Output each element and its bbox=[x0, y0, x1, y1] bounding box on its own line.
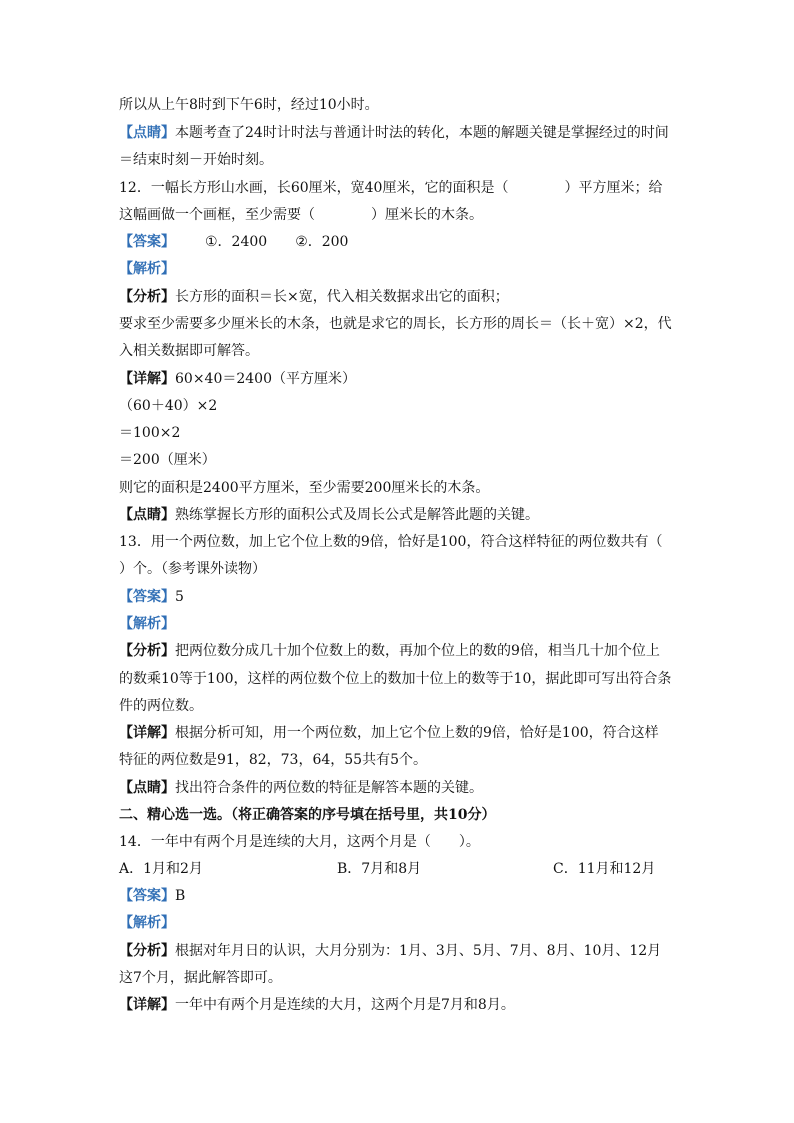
q12-analysis-line3 bbox=[119, 341, 259, 361]
q12-question-line1 bbox=[119, 178, 662, 198]
q14-jiexi bbox=[119, 913, 175, 933]
answer-value: B bbox=[175, 888, 186, 904]
question-text: ）平方厘米；给 bbox=[564, 180, 663, 196]
tip-text: 本题考查了24时计时法与普通计时法的转化，本题的解题关键是掌握经过的时间 bbox=[175, 125, 669, 141]
q14-detail-line1 bbox=[119, 995, 515, 1015]
q13-answer bbox=[119, 587, 184, 607]
jiexi-tag: 【解析】 bbox=[119, 915, 175, 931]
analysis-text: 长方形的面积＝长×宽，代入相关数据求出它的面积； bbox=[175, 289, 509, 305]
detail-text: ＝100×2 bbox=[119, 425, 181, 441]
answer-value: 5 bbox=[175, 589, 184, 605]
analysis-text: 把两位数分成几十加个位数上的数，再加个位上的数的9倍，相当几十加个位上 bbox=[175, 643, 660, 659]
q14-answer bbox=[119, 886, 185, 906]
q13-tip bbox=[119, 778, 483, 798]
q13-question-line2 bbox=[119, 559, 266, 579]
tip-tag: 【点睛】 bbox=[119, 780, 175, 796]
q13-analysis-line2 bbox=[119, 669, 671, 689]
answer-value: ①．2400 bbox=[205, 234, 268, 250]
analysis-text: 要求至少需要多少厘米长的木条，也就是求它的周长，长方形的周长＝（长＋宽）×2，代 bbox=[119, 316, 672, 332]
q12-answer bbox=[119, 232, 348, 252]
analysis-text: 入相关数据即可解答。 bbox=[119, 343, 259, 359]
detail-tag: 【详解】 bbox=[119, 371, 175, 387]
q12-question-line2 bbox=[119, 205, 483, 225]
analysis-text: 这7个月，据此解答即可。 bbox=[119, 970, 282, 986]
option-text: A．1月和2月 bbox=[119, 861, 203, 877]
q14-option-c bbox=[553, 859, 655, 879]
q12-analysis-line2 bbox=[119, 314, 672, 334]
q12-detail-line2 bbox=[119, 396, 217, 416]
q11-conclusion bbox=[119, 95, 379, 115]
q14-option-a bbox=[119, 859, 203, 879]
section-heading-text: 二、精心选一选。（将正确答案的序号填在括号里，共10分） bbox=[119, 807, 496, 823]
q11-conclusion-text: 所以从上午8时到下午6时，经过10小时。 bbox=[119, 97, 379, 113]
tip-text: 熟练掌握长方形的面积公式及周长公式是解答此题的关键。 bbox=[175, 507, 539, 523]
q12-detail-line5 bbox=[119, 478, 489, 498]
tip-tag: 【点睛】 bbox=[119, 125, 175, 141]
q12-detail-line4 bbox=[119, 450, 216, 470]
analysis-tag: 【分析】 bbox=[119, 289, 175, 305]
jiexi-tag: 【解析】 bbox=[119, 261, 175, 277]
detail-tag: 【详解】 bbox=[119, 997, 175, 1013]
question-text: 13．用一个两位数，加上它个位上数的9倍，恰好是100，符合这样特征的两位数共有（ bbox=[119, 534, 663, 550]
analysis-tag: 【分析】 bbox=[119, 643, 175, 659]
analysis-text: 的数乘10等于100，这样的两位数个位上的数加十位上的数等于10，据此即可写出符合条 bbox=[119, 671, 672, 687]
jiexi-tag: 【解析】 bbox=[119, 616, 175, 632]
q12-analysis-line1 bbox=[119, 287, 509, 307]
q12-tip bbox=[119, 505, 539, 525]
q12-detail-line1 bbox=[119, 369, 356, 389]
question-text: ）厘米长的木条。 bbox=[371, 207, 483, 223]
tip-text: 找出符合条件的两位数的特征是解答本题的关键。 bbox=[175, 780, 483, 796]
q13-detail-line2 bbox=[119, 750, 427, 770]
q13-jiexi bbox=[119, 614, 175, 634]
answer-tag: 【答案】 bbox=[119, 234, 175, 250]
answer-tag: 【答案】 bbox=[119, 888, 175, 904]
question-text: 12．一幅长方形山水画，长60厘米，宽40厘米，它的面积是（ bbox=[119, 180, 509, 196]
question-text: ）个。（参考课外读物） bbox=[119, 561, 266, 577]
detail-text: 60×40＝2400（平方厘米） bbox=[175, 371, 356, 387]
analysis-tag: 【分析】 bbox=[119, 943, 175, 959]
detail-text: 根据分析可知，用一个两位数，加上它个位上数的9倍，恰好是100，符合这样 bbox=[175, 725, 659, 741]
q12-jiexi bbox=[119, 259, 175, 279]
section-heading bbox=[119, 805, 495, 825]
detail-text: （60＋40）×2 bbox=[119, 398, 218, 414]
detail-text: ＝200（厘米） bbox=[119, 452, 216, 468]
option-text: C．11月和12月 bbox=[553, 861, 656, 877]
q14-analysis-line2 bbox=[119, 968, 282, 988]
detail-text: 一年中有两个月是连续的大月，这两个月是7月和8月。 bbox=[175, 997, 515, 1013]
question-text: 14．一年中有两个月是连续的大月，这两个月是（ ）。 bbox=[119, 834, 480, 850]
q13-analysis-line3 bbox=[119, 696, 203, 716]
q14-option-b bbox=[337, 859, 421, 879]
analysis-text: 根据对年月日的认识，大月分别为：1月、3月、5月、7月、8月、10月、12月 bbox=[175, 943, 662, 959]
q14-analysis-line1 bbox=[119, 941, 661, 961]
q11-tip-line1 bbox=[119, 123, 669, 143]
detail-text: 特征的两位数是91，82，73，64，55共有5个。 bbox=[119, 752, 427, 768]
q13-detail-line1 bbox=[119, 723, 659, 743]
q12-detail-line3 bbox=[119, 423, 180, 443]
question-text: 这幅画做一个画框，至少需要（ bbox=[119, 207, 315, 223]
option-text: B．7月和8月 bbox=[337, 861, 422, 877]
tip-tag: 【点睛】 bbox=[119, 507, 175, 523]
q13-analysis-line1 bbox=[119, 641, 660, 661]
q13-question-line1 bbox=[119, 532, 662, 552]
answer-value: ②．200 bbox=[295, 234, 349, 250]
q14-question bbox=[119, 832, 480, 852]
answer-tag: 【答案】 bbox=[119, 589, 175, 605]
detail-tag: 【详解】 bbox=[119, 725, 175, 741]
tip-text: ＝结束时刻－开始时刻。 bbox=[119, 152, 273, 168]
analysis-text: 件的两位数。 bbox=[119, 698, 203, 714]
detail-text: 则它的面积是2400平方厘米，至少需要200厘米长的木条。 bbox=[119, 480, 490, 496]
q11-tip-line2 bbox=[119, 150, 273, 170]
